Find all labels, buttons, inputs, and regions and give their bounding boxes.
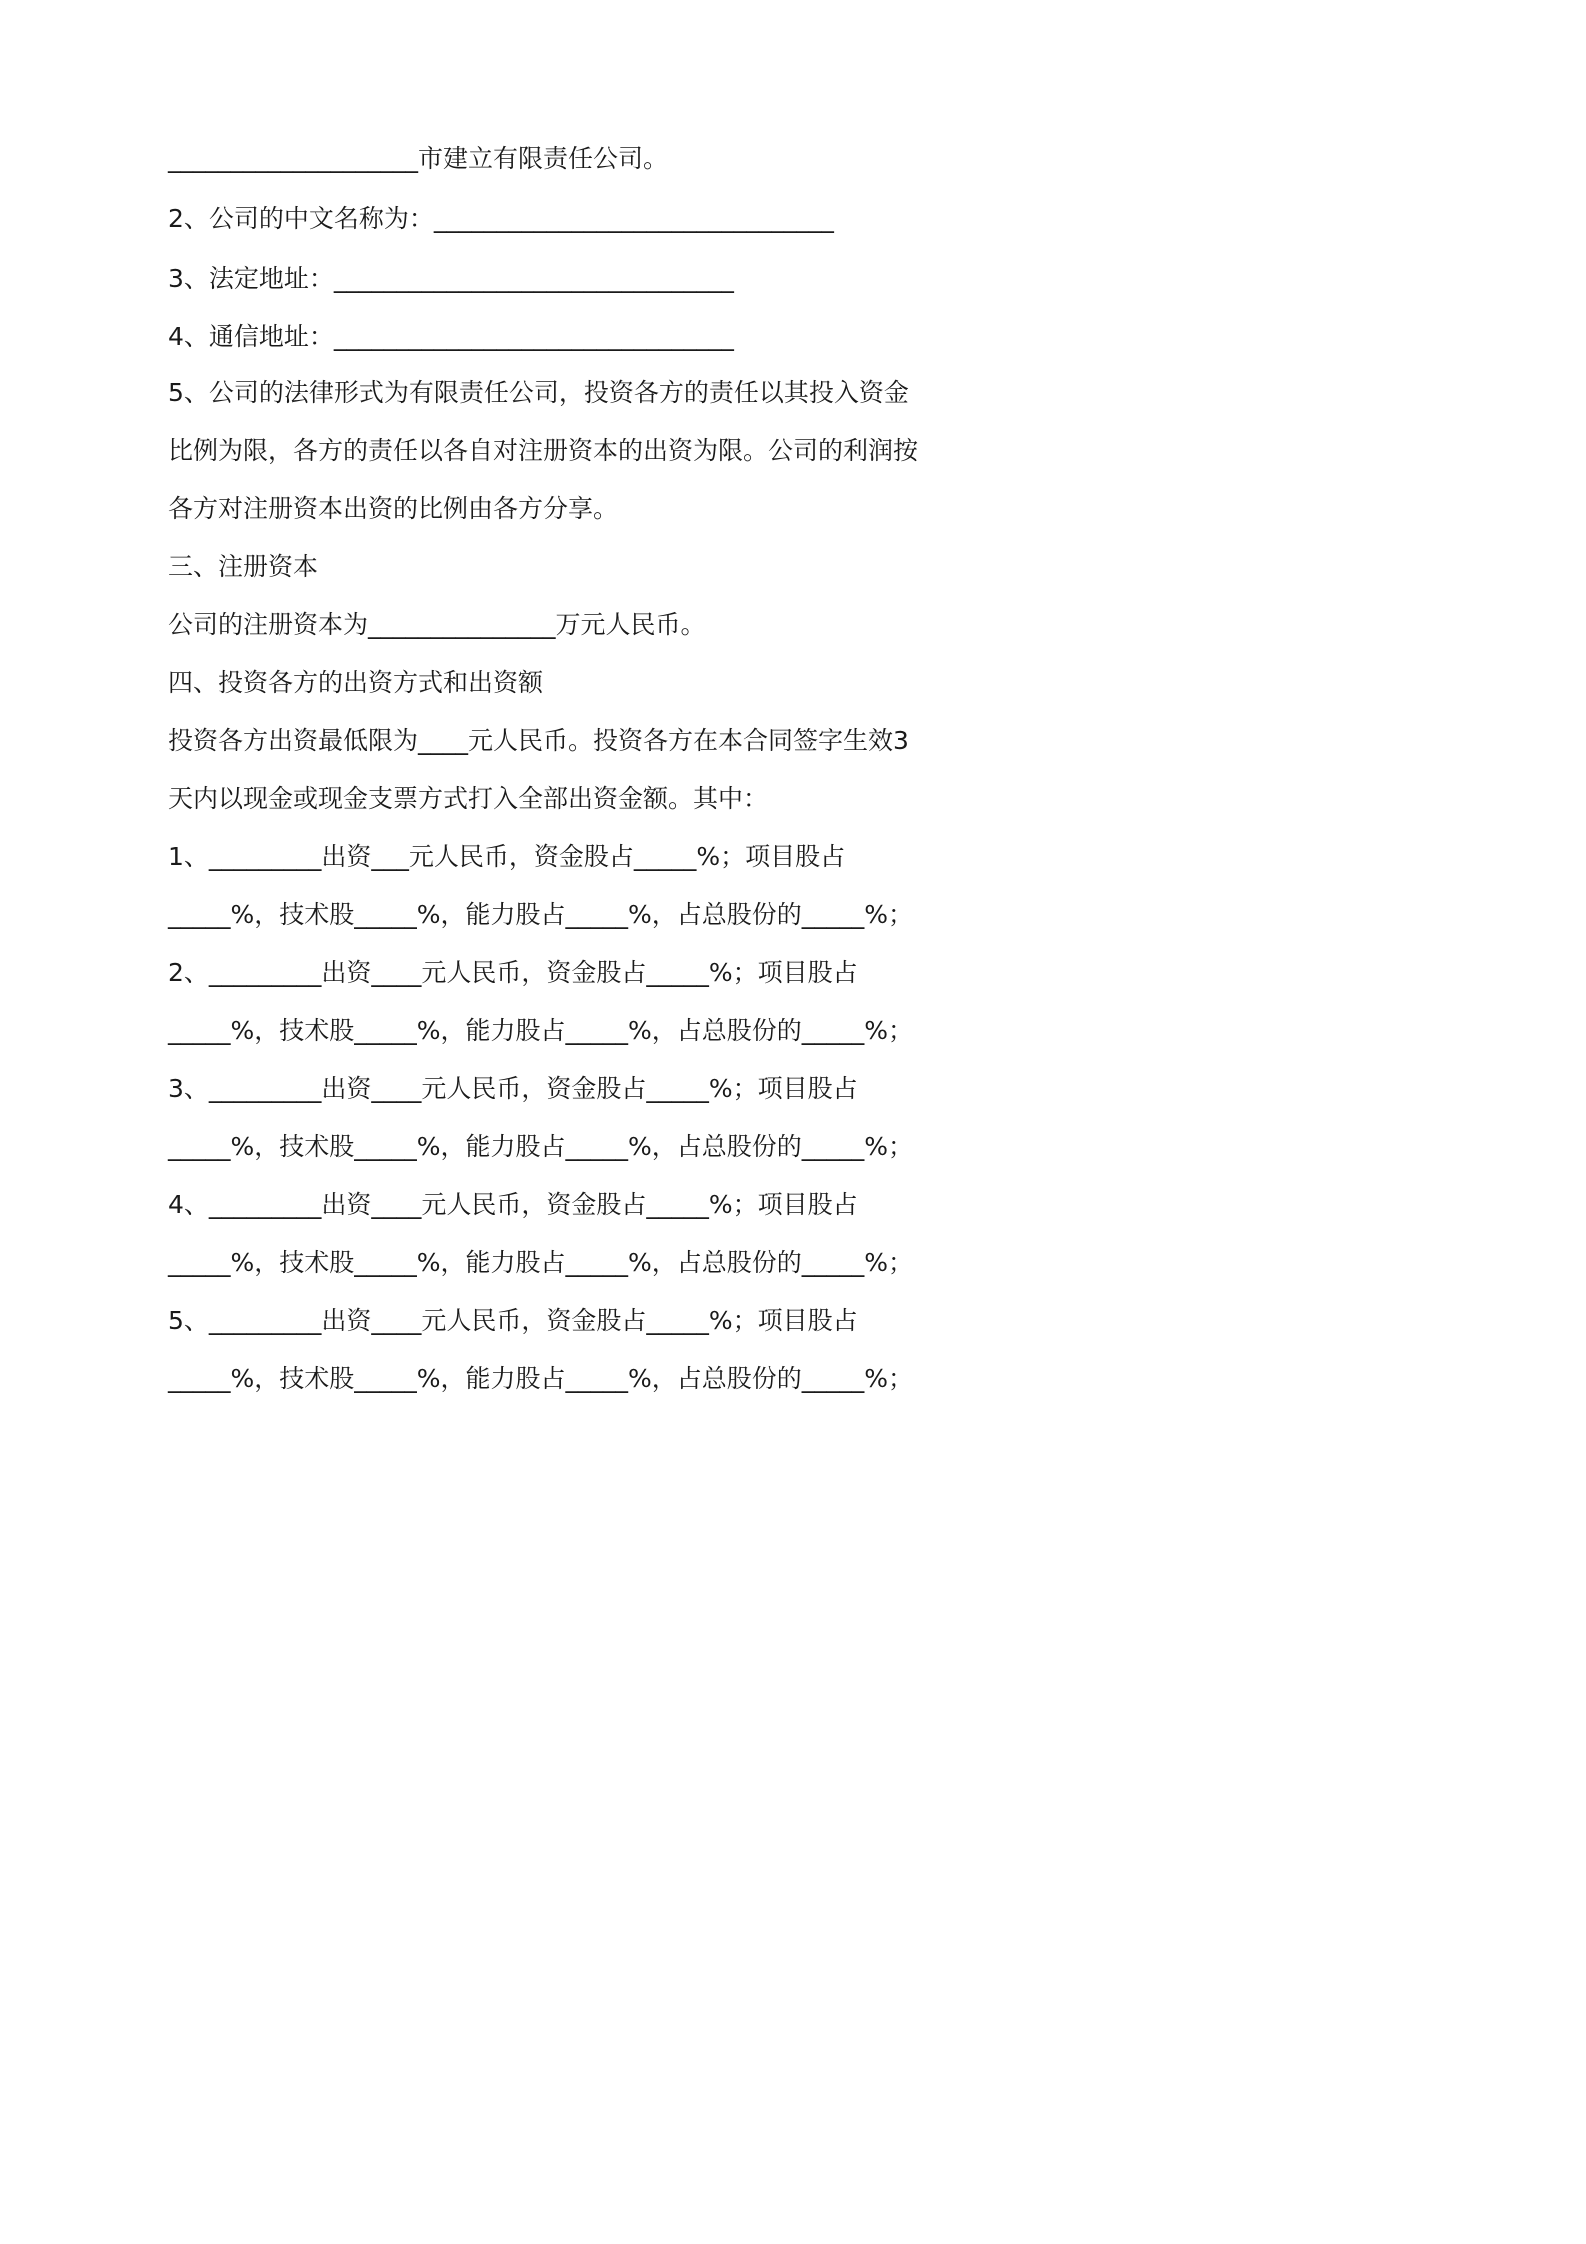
item-2-chinese-name: 2、公司的中文名称为：________________________________: [168, 204, 834, 233]
investor-5-line-2: _____%，技术股_____%，能力股占_____%，占总股份的_____%；: [168, 1364, 914, 1393]
section-3-heading: 三、注册资本: [168, 552, 319, 581]
item-5-legal-form-line-3: 各方对注册资本出资的比例由各方分享。: [168, 494, 619, 523]
minimum-investment-line-2: 天内以现金或现金支票方式打入全部出资金额。其中：: [168, 784, 769, 813]
investor-5-line-1: 5、_________出资____元人民币，资金股占_____%；项目股占: [168, 1306, 858, 1335]
item-3-legal-address: 3、法定地址：________________________________: [168, 264, 734, 293]
investor-1-line-2: _____%，技术股_____%，能力股占_____%，占总股份的_____%；: [168, 900, 914, 929]
investor-1-line-1: 1、_________出资___元人民币，资金股占_____%；项目股占: [168, 842, 846, 871]
investor-4-line-2: _____%，技术股_____%，能力股占_____%，占总股份的_____%；: [168, 1248, 914, 1277]
company-name-line: ____________________市建立有限责任公司。: [168, 144, 669, 173]
section-4-heading: 四、投资各方的出资方式和出资额: [168, 668, 544, 697]
investor-2-line-1: 2、_________出资____元人民币，资金股占_____%；项目股占: [168, 958, 858, 987]
item-4-mailing-address: 4、通信地址：________________________________: [168, 322, 734, 351]
minimum-investment-line-1: 投资各方出资最低限为____元人民币。投资各方在本合同签字生效3: [168, 726, 909, 755]
investor-4-line-1: 4、_________出资____元人民币，资金股占_____%；项目股占: [168, 1190, 858, 1219]
document-page: [0, 0, 1108, 1567]
investor-3-line-2: _____%，技术股_____%，能力股占_____%，占总股份的_____%；: [168, 1132, 914, 1161]
registered-capital-text: 公司的注册资本为_______________万元人民币。: [168, 610, 706, 639]
investor-2-line-2: _____%，技术股_____%，能力股占_____%，占总股份的_____%；: [168, 1016, 914, 1045]
item-5-legal-form-line-1: 5、公司的法律形式为有限责任公司，投资各方的责任以其投入资金: [168, 378, 909, 407]
item-5-legal-form-line-2: 比例为限，各方的责任以各自对注册资本的出资为限。公司的利润按: [168, 436, 919, 465]
investor-3-line-1: 3、_________出资____元人民币，资金股占_____%；项目股占: [168, 1074, 858, 1103]
